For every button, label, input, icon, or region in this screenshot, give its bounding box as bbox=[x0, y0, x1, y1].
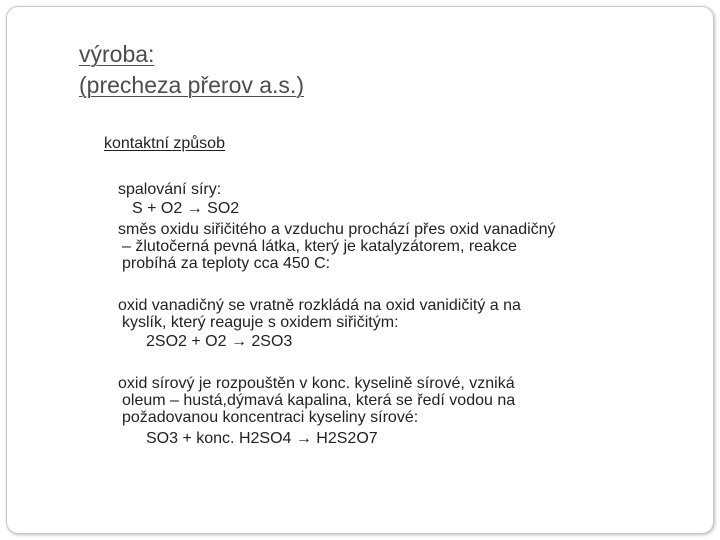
list-item-text: oxid sírový je rozpouštěn v konc. kyselině sírové, vzniká bbox=[118, 375, 515, 392]
list-item-text: oxid vanadičný se vratně rozkládá na oxid vanidičitý a na bbox=[118, 297, 521, 314]
list-item-text: směs oxidu siřičitého a vzduchu prochází přes oxid vanadičný bbox=[118, 221, 556, 238]
title-line-2: (precheza přerov a.s.) bbox=[79, 72, 304, 98]
list-item bbox=[104, 221, 556, 272]
list-item-text: kyslík, který reaguje s oxidem siřičitým: bbox=[122, 314, 399, 331]
bullet-icon bbox=[104, 297, 118, 298]
list-item bbox=[118, 200, 239, 217]
equation: S + O2 → SO2 bbox=[132, 200, 240, 217]
section-heading: kontaktní způsob bbox=[104, 135, 225, 152]
list-item bbox=[104, 297, 521, 350]
equation: 2SO2 + O2 → 2SO3 bbox=[146, 333, 293, 350]
list-item-text: probíhá za teploty cca 450 C: bbox=[122, 255, 331, 272]
list-item bbox=[104, 181, 221, 198]
bullet-icon bbox=[118, 200, 132, 201]
bullet-icon bbox=[104, 375, 118, 376]
slide-title bbox=[79, 39, 304, 101]
list-item-text: požadovanou koncentraci kyseliny sírové: bbox=[122, 409, 419, 426]
equation: SO3 + konc. H2SO4 → H2S2O7 bbox=[146, 430, 378, 447]
bullet-icon bbox=[132, 333, 146, 334]
title-line-1: výroba: bbox=[79, 41, 155, 67]
bullet-icon bbox=[104, 221, 118, 222]
list-item-text: oleum – hustá,dýmavá kapalina, která se ředí vodou na bbox=[122, 392, 516, 409]
list-item-text: spalování síry: bbox=[118, 181, 222, 198]
list-item-text: – žlutočerná pevná látka, který je katalyzátorem, reakce bbox=[122, 238, 517, 255]
bullet-icon bbox=[132, 430, 146, 431]
bullet-icon bbox=[104, 181, 118, 182]
slide bbox=[6, 6, 714, 534]
list-item bbox=[104, 375, 515, 447]
